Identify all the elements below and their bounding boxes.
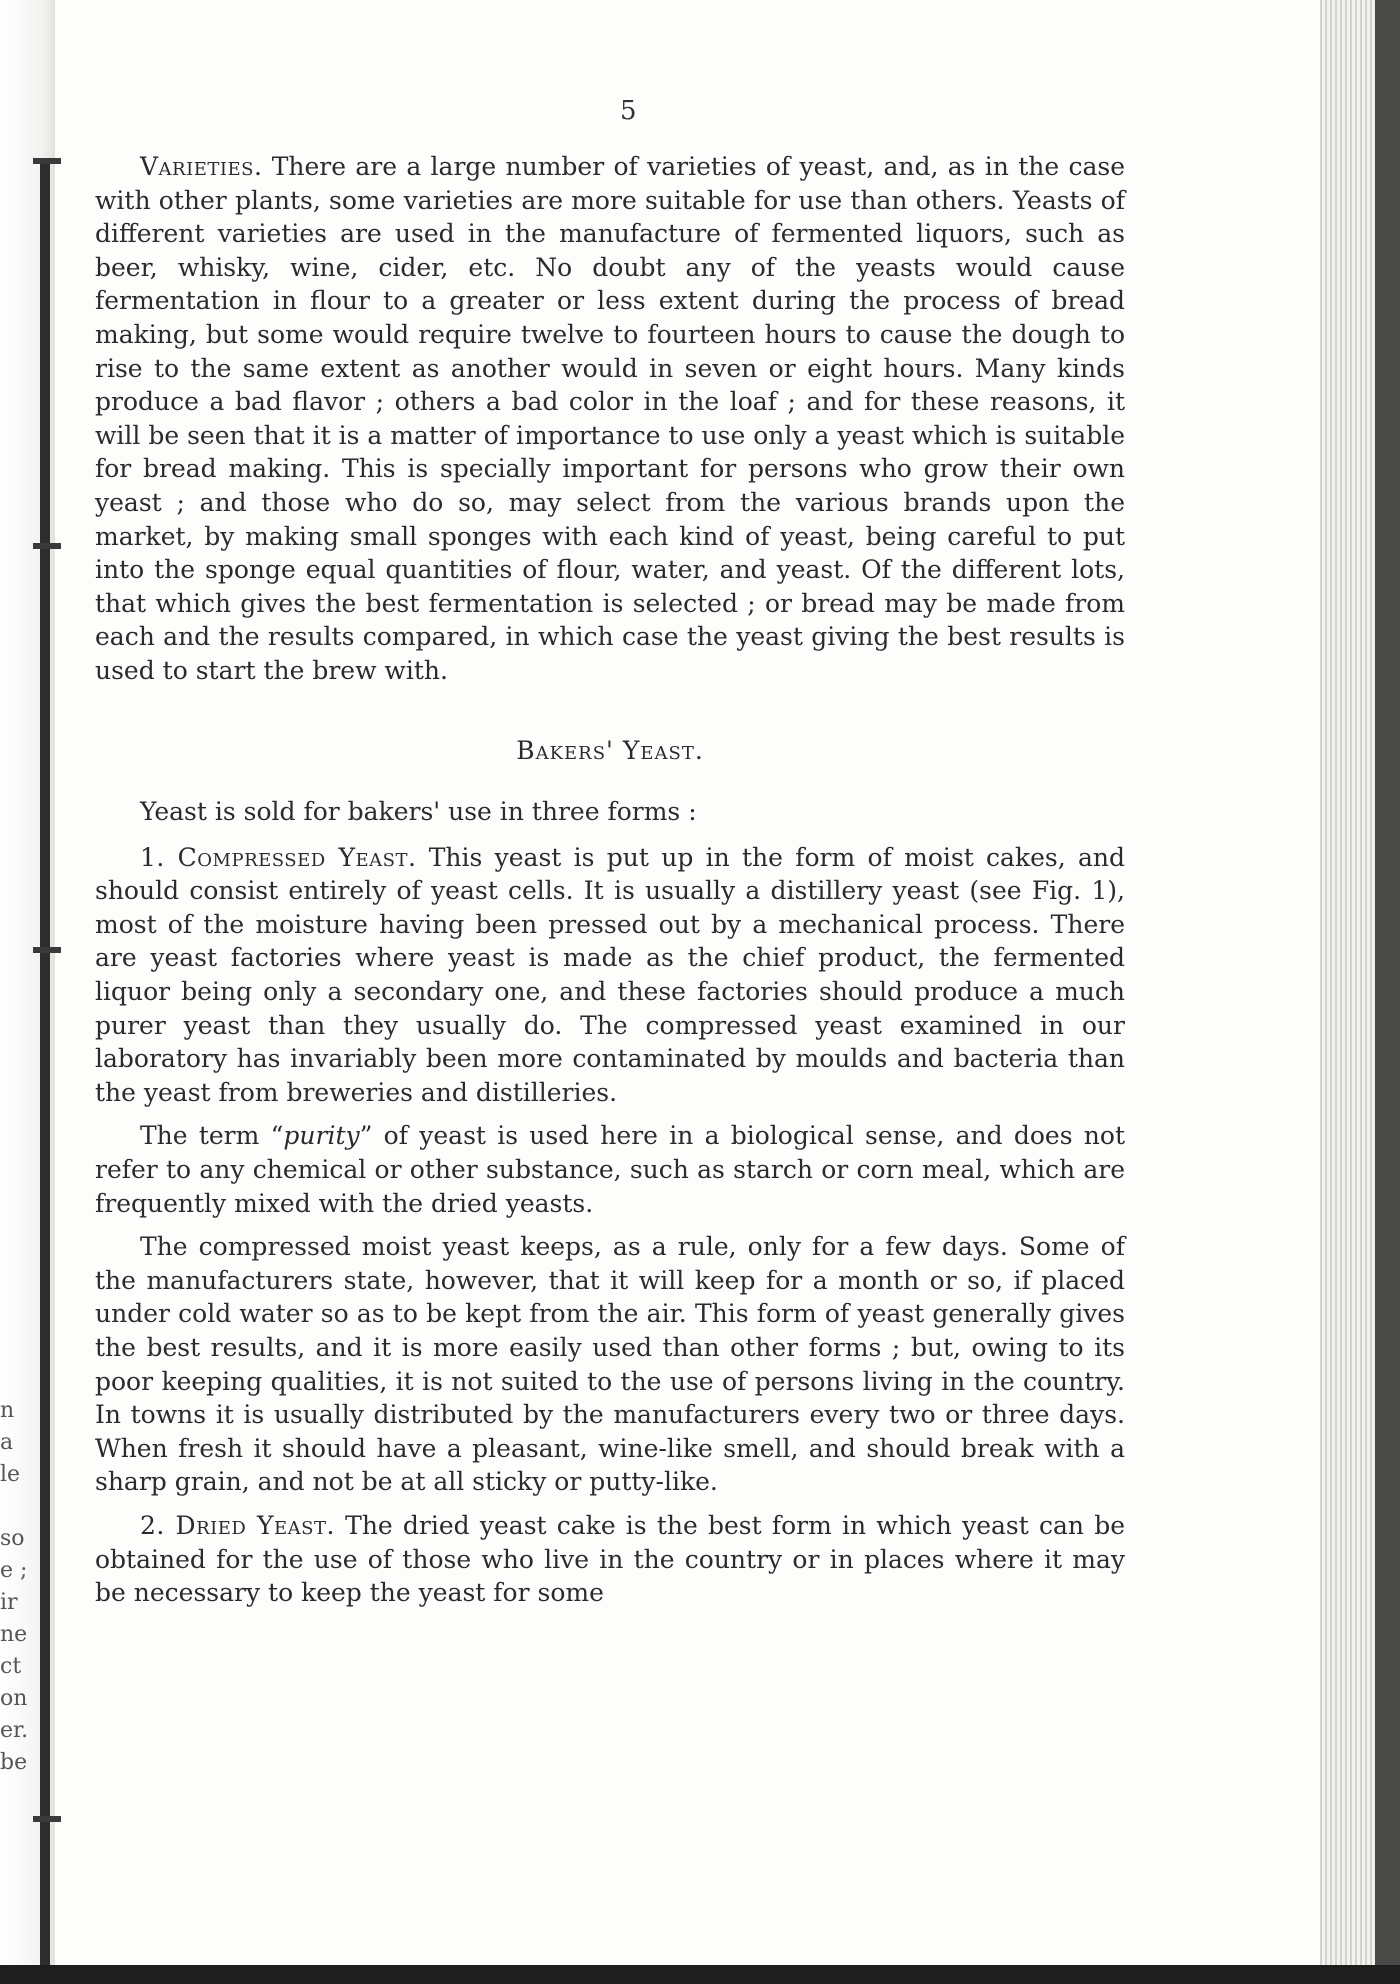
purity-text-after: ” of yeast is used here in a biological sense, and does not refer to any chemical or other substance, such as starch or corn meal, which are frequently mixed with the dried yeasts. bbox=[95, 1121, 1125, 1218]
compressed-yeast-run-in-head: 1. Compressed Yeast. bbox=[140, 842, 417, 872]
binding-mark bbox=[33, 543, 61, 549]
binding-mark bbox=[33, 158, 61, 164]
binding-mark bbox=[33, 1816, 61, 1822]
purity-paragraph bbox=[95, 1119, 1125, 1220]
intro-paragraph: Yeast is sold for bakers' use in three forms : bbox=[140, 797, 697, 827]
fragment: so bbox=[0, 1526, 25, 1551]
fragment: a bbox=[0, 1430, 14, 1455]
fragment: ir bbox=[0, 1590, 18, 1615]
scan-bottom-shadow bbox=[0, 1965, 1400, 1984]
dried-yeast-run-in-head: 2. Dried Yeast. bbox=[140, 1510, 335, 1540]
fragment: on bbox=[0, 1686, 28, 1711]
varieties-paragraph bbox=[95, 150, 1125, 688]
varieties-run-in-head: Varieties. bbox=[140, 152, 263, 181]
book-spine bbox=[40, 158, 50, 1968]
fragment: ct bbox=[0, 1654, 22, 1679]
keeping-paragraph: The compressed moist yeast keeps, as a rule, only for a few days. Some of the manufacturers state, however, that it will keep for a month or so, if placed under cold water so as to be kept from the air. This form of yeast generally gives the best results, and it is more easily used than other forms ; but, owing to its poor keeping qualities, it is not suited to the use of persons living in the country. In towns it is usually distributed by the manufacturers every two or three days. When fresh it should have a pleasant, wine-like smell, and should break with a sharp grain, and not be at all sticky or putty-like. bbox=[95, 1232, 1125, 1497]
page-body bbox=[95, 150, 1125, 1610]
compressed-yeast-paragraph bbox=[95, 841, 1125, 1110]
fragment: er. bbox=[0, 1718, 29, 1743]
dried-yeast-paragraph bbox=[95, 1509, 1125, 1610]
compressed-yeast-text: This yeast is put up in the form of moist cakes, and should consist entirely of yeast cells. It is usually a distillery yeast (see Fig. 1), most of the moisture having been pressed out by a mechanical process. There are yeast factories where yeast is made as the chief product, the fermented liquor being only a secondary one, and these factories should produce a much purer yeast than they usually do. The compressed yeast examined in our laboratory has invariably been more contaminated by moulds and bacteria than the yeast from breweries and distilleries. bbox=[95, 842, 1125, 1107]
fragment: n bbox=[0, 1398, 15, 1423]
varieties-text: There are a large number of varieties of yeast, and, as in the case with other plants, some varieties are more suitable for use than others. Yeasts of different varieties are used in the manufacture of fermented liquors, such as beer, whisky, wine, cider, etc. No doubt any of the yeasts would cause fermentation in flour to a greater or less extent during the process of bread making, but some would require twelve to fourteen hours to cause the dough to rise to the same extent as another would in seven or eight hours. Many kinds produce a bad flavor ; others a bad color in the loaf ; and for these reasons, it will be seen that it is a matter of importance to use only a yeast which is suitable for bread making. This is specially important for persons who grow their own yeast ; and those who do so, may select from the various brands upon the market, by making small sponges with each kind of yeast, being careful to put into the sponge equal quantities of flour, water, and yeast. Of the different lots, that which gives the best fermentation is selected ; or bread may be made from each and the results compared, in which case the yeast giving the best results is used to start the brew with. bbox=[95, 152, 1126, 685]
fragment: le bbox=[0, 1462, 21, 1487]
binding-mark bbox=[33, 947, 61, 953]
section-heading: Bakers' Yeast. bbox=[516, 735, 704, 765]
fragment: ne bbox=[0, 1622, 28, 1647]
fragment: be bbox=[0, 1750, 28, 1775]
dried-yeast-text: The dried yeast cake is the best form in which yeast can be obtained for the use of those who live in the country or in places where it may be necessary to keep the yeast for some bbox=[95, 1510, 1125, 1608]
book-cover-edge bbox=[1375, 0, 1400, 1984]
purity-term: purity bbox=[283, 1121, 360, 1151]
purity-text-before: The term “ bbox=[140, 1121, 284, 1151]
facing-page-text-fragments bbox=[0, 1395, 29, 1779]
fragment: e ; bbox=[0, 1558, 28, 1583]
page-number: 5 bbox=[620, 96, 637, 126]
fragment bbox=[0, 1491, 20, 1523]
